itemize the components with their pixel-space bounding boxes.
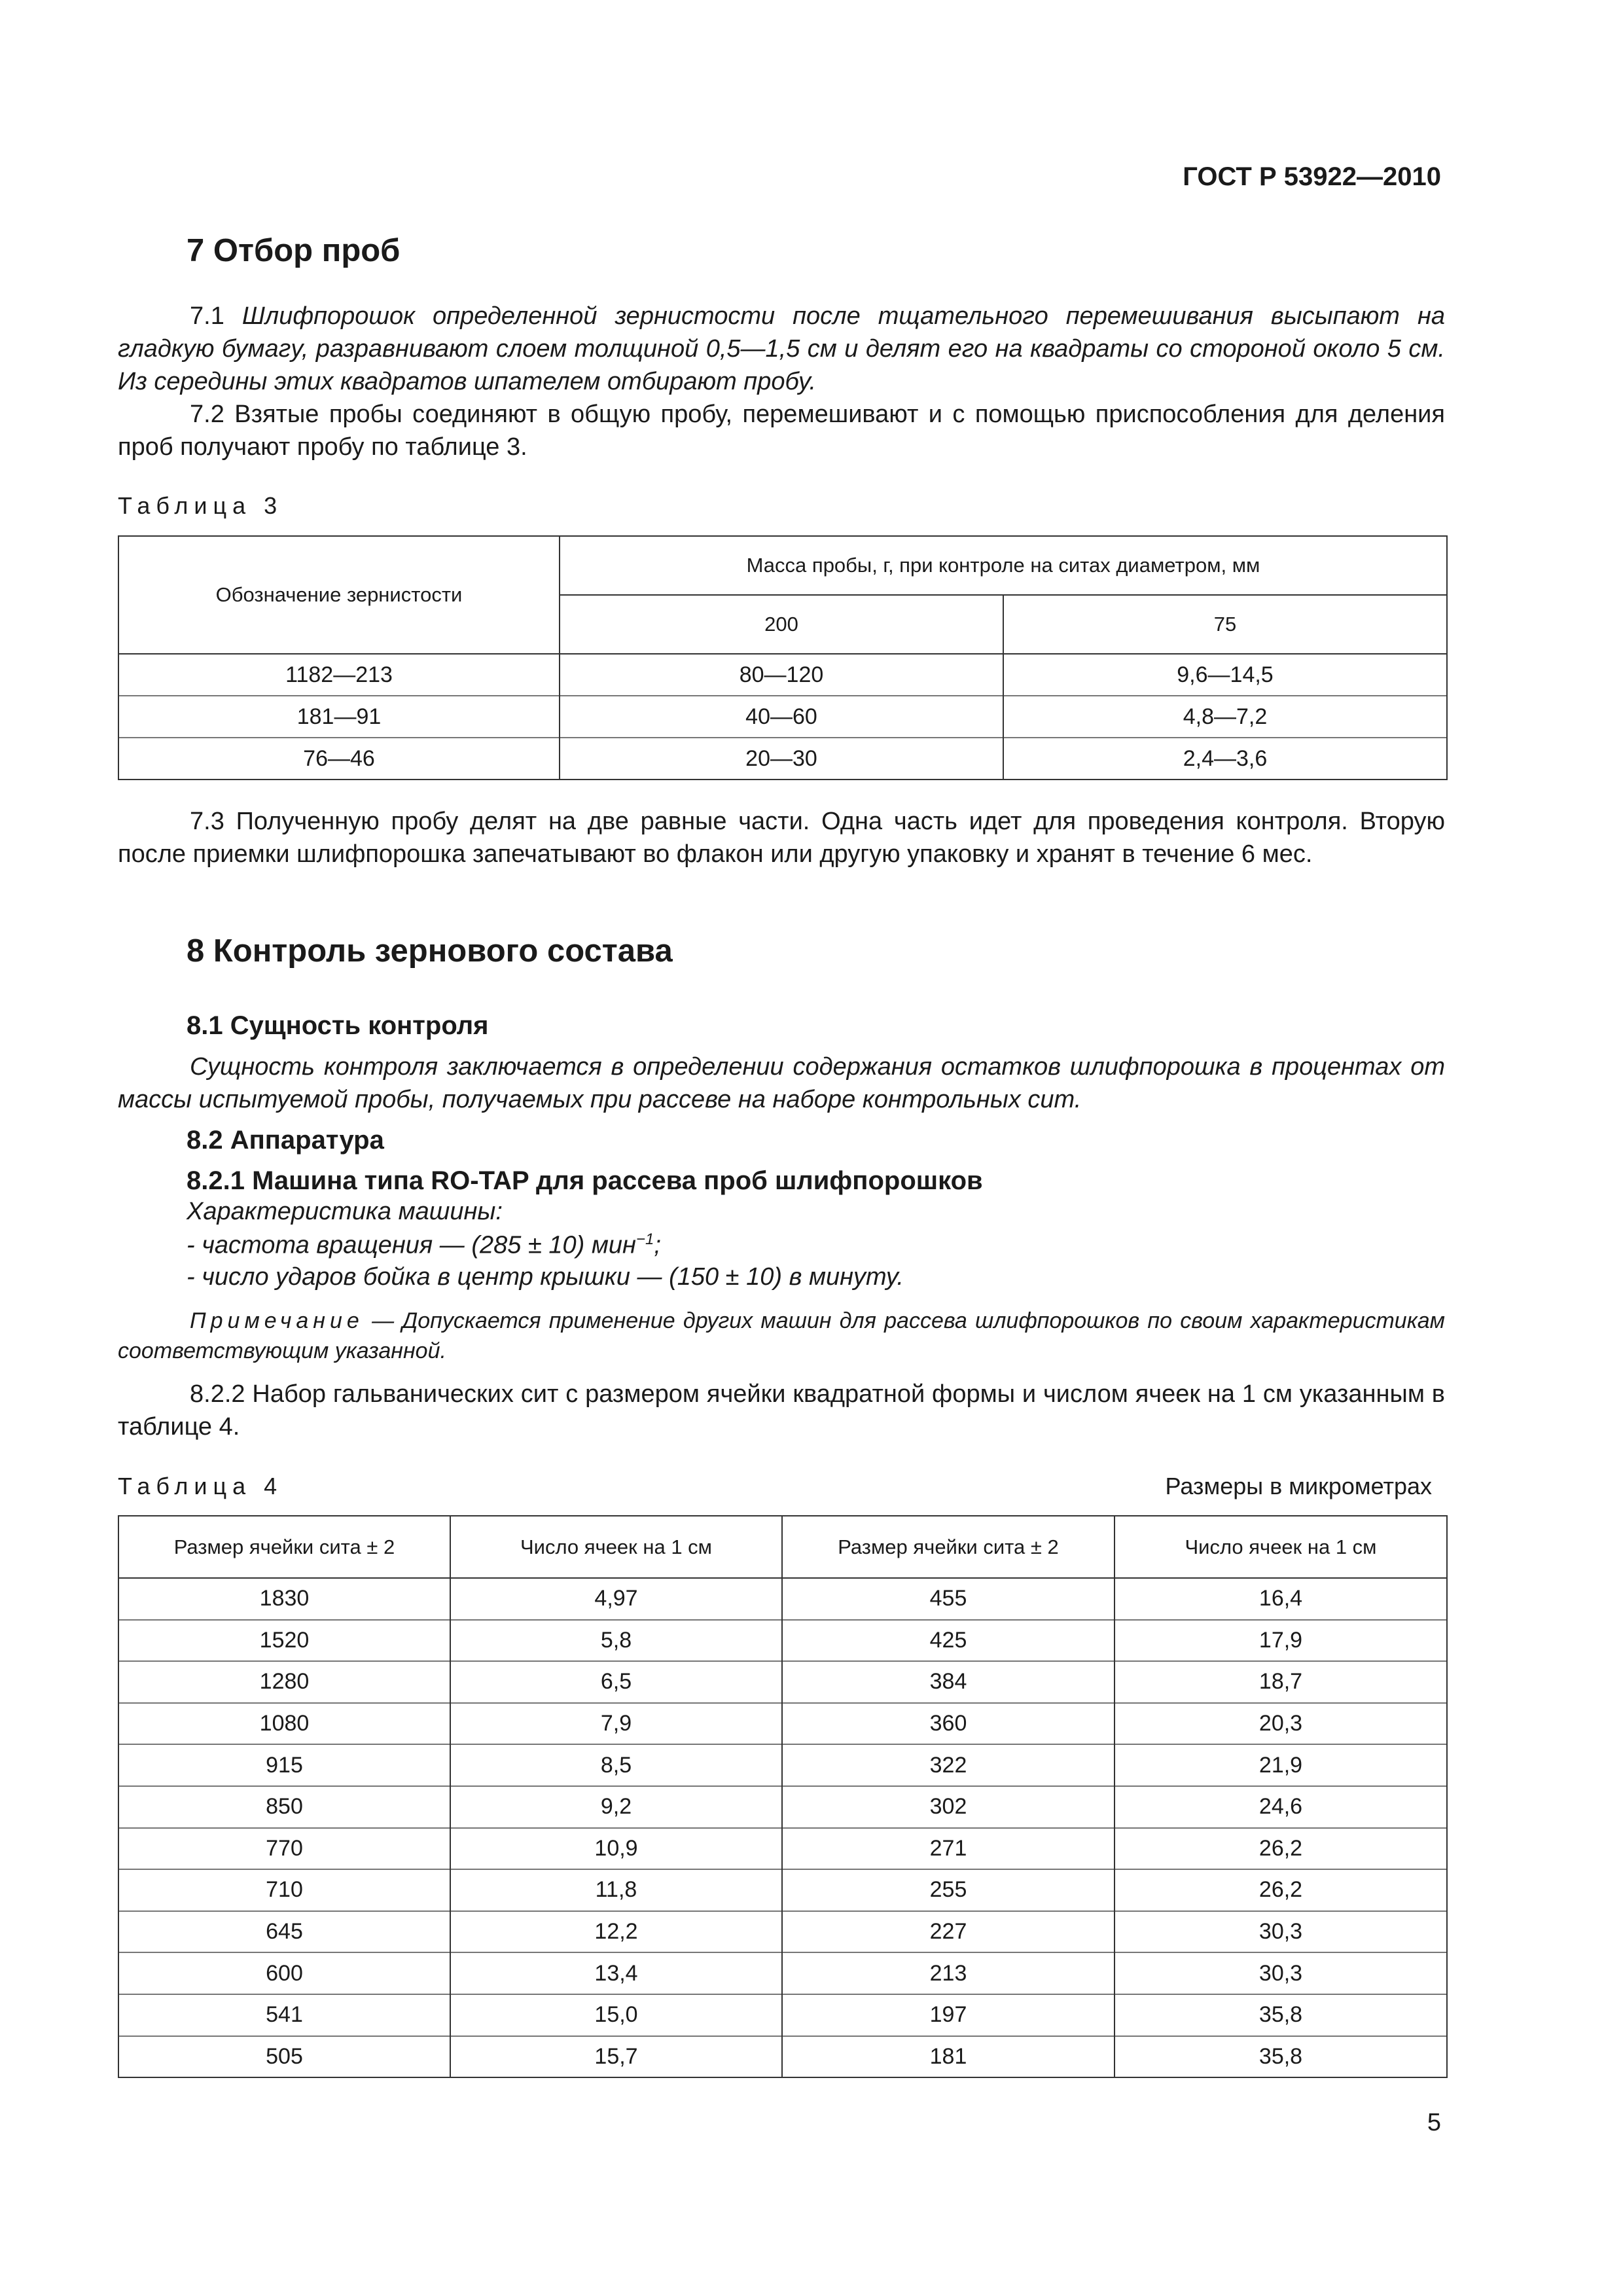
table-cell: 850	[118, 1786, 450, 1828]
table-4-caption: Таблица 4	[118, 1473, 283, 1499]
table-cell: 9,6—14,5	[1003, 654, 1447, 696]
table-cell: 384	[782, 1661, 1115, 1703]
paragraph-7-1	[118, 300, 1445, 398]
table-cell: 40—60	[560, 696, 1003, 738]
table-cell: 12,2	[450, 1911, 782, 1953]
table-3-subheader: 75	[1003, 595, 1447, 654]
table-row	[118, 738, 1447, 780]
table-cell: 322	[782, 1744, 1115, 1786]
table-cell: 11,8	[450, 1869, 782, 1911]
table-cell: 10,9	[450, 1828, 782, 1870]
paragraph-7-3: 7.3 Полученную пробу делят на две равные части. Одна часть идет для проведения контроля. Вторую после приемки шлифпорошка запечатывают во флакон или другую упаковку и хранят в течение 6 мес.	[118, 808, 1445, 868]
bullet-rotation-text: - частота вращения — (285 ± 10) мин	[187, 1231, 636, 1259]
table-row	[118, 1911, 1447, 1953]
table-cell: 21,9	[1115, 1744, 1447, 1786]
subsection-8-2-1-title: 8.2.1 Машина типа RO-TAP для рассева проб шлифпорошков	[187, 1166, 983, 1195]
table-cell: 30,3	[1115, 1911, 1447, 1953]
table-cell: 35,8	[1115, 1994, 1447, 2036]
paragraph-7-1-number: 7.1	[190, 302, 224, 330]
table-cell: 425	[782, 1620, 1115, 1662]
table-row	[118, 696, 1447, 738]
table-cell: 35,8	[1115, 2036, 1447, 2078]
table-3-header-mass: Масса пробы, г, при контроле на ситах диаметром, мм	[560, 536, 1447, 595]
subsection-8-2-title: 8.2 Аппаратура	[187, 1126, 384, 1155]
table-cell: 271	[782, 1828, 1115, 1870]
page-number: 5	[1427, 2109, 1441, 2136]
table-cell: 76—46	[118, 738, 560, 780]
table-cell: 16,4	[1115, 1578, 1447, 1620]
table-3-subheader: 200	[560, 595, 1003, 654]
table-cell: 710	[118, 1869, 450, 1911]
table-cell: 1080	[118, 1703, 450, 1745]
bullet-strike-count: - число ударов бойка в центр крышки — (150 ± 10) в минуту.	[187, 1263, 904, 1291]
section-8-title: 8 Контроль зернового состава	[187, 933, 673, 969]
table-cell: 6,5	[450, 1661, 782, 1703]
table-4-header: Размер ячейки сита ± 2	[118, 1516, 450, 1578]
table-4-header: Размер ячейки сита ± 2	[782, 1516, 1115, 1578]
table-cell: 1520	[118, 1620, 450, 1662]
table-cell: 20,3	[1115, 1703, 1447, 1745]
table-cell: 455	[782, 1578, 1115, 1620]
note-text: — Допускается применение других машин для рассева шлифпорошков по своим характеристикам соответствующим указанной.	[118, 1308, 1445, 1363]
table-row	[118, 1744, 1447, 1786]
table-cell: 770	[118, 1828, 450, 1870]
table-cell: 541	[118, 1994, 450, 2036]
table-row	[118, 1869, 1447, 1911]
bullet-rotation-frequency	[187, 1230, 661, 1260]
table-row	[118, 1952, 1447, 1994]
table-row	[118, 1620, 1447, 1662]
document-code: ГОСТ Р 53922—2010	[1183, 162, 1441, 191]
table-cell: 8,5	[450, 1744, 782, 1786]
table-row	[118, 1828, 1447, 1870]
table-cell: 227	[782, 1911, 1115, 1953]
table-4-units: Размеры в микрометрах	[1165, 1473, 1432, 1499]
table-cell: 18,7	[1115, 1661, 1447, 1703]
table-row	[118, 1703, 1447, 1745]
table-cell: 360	[782, 1703, 1115, 1745]
table-cell: 4,97	[450, 1578, 782, 1620]
note-label: Примечание	[190, 1308, 364, 1333]
bullet-rotation-exponent: −1	[635, 1230, 654, 1248]
table-row	[118, 1786, 1447, 1828]
table-row	[118, 654, 1447, 696]
table-cell: 30,3	[1115, 1952, 1447, 1994]
table-3-caption: Таблица 3	[118, 492, 283, 519]
table-row	[118, 1661, 1447, 1703]
table-cell: 600	[118, 1952, 450, 1994]
paragraph-8-2-2: 8.2.2 Набор гальванических сит с размером ячейки квадратной формы и числом ячеек на 1 см указанным в таблице 4.	[118, 1380, 1445, 1441]
table-cell: 645	[118, 1911, 450, 1953]
table-row	[118, 1994, 1447, 2036]
table-cell: 17,9	[1115, 1620, 1447, 1662]
table-cell: 9,2	[450, 1786, 782, 1828]
table-cell: 7,9	[450, 1703, 782, 1745]
table-cell: 255	[782, 1869, 1115, 1911]
table-cell: 302	[782, 1786, 1115, 1828]
table-cell: 26,2	[1115, 1869, 1447, 1911]
table-cell: 915	[118, 1744, 450, 1786]
table-cell: 181	[782, 2036, 1115, 2078]
section-7-title: 7 Отбор проб	[187, 233, 401, 268]
table-4-header: Число ячеек на 1 см	[1115, 1516, 1447, 1578]
table-cell: 26,2	[1115, 1828, 1447, 1870]
table-cell: 15,0	[450, 1994, 782, 2036]
table-cell: 13,4	[450, 1952, 782, 1994]
subsection-8-1-title: 8.1 Сущность контроля	[187, 1011, 489, 1040]
table-cell: 24,6	[1115, 1786, 1447, 1828]
note	[118, 1306, 1445, 1366]
table-cell: 1280	[118, 1661, 450, 1703]
table-3-header-grain: Обозначение зернистости	[118, 536, 560, 654]
table-4	[118, 1515, 1448, 2078]
table-4-header: Число ячеек на 1 см	[450, 1516, 782, 1578]
table-cell: 197	[782, 1994, 1115, 2036]
table-row	[118, 1578, 1447, 1620]
table-3	[118, 535, 1448, 780]
subsection-8-1-text: Сущность контроля заключается в определении содержания остатков шлифпорошка в процентах от массы испытуемой пробы, получаемых при рассеве на наборе контрольных сит.	[118, 1053, 1445, 1113]
table-cell: 20—30	[560, 738, 1003, 780]
bullet-rotation-end: ;	[654, 1231, 661, 1259]
table-cell: 181—91	[118, 696, 560, 738]
table-cell: 5,8	[450, 1620, 782, 1662]
table-cell: 1182—213	[118, 654, 560, 696]
table-cell: 505	[118, 2036, 450, 2078]
table-row	[118, 2036, 1447, 2078]
table-cell: 213	[782, 1952, 1115, 1994]
table-cell: 80—120	[560, 654, 1003, 696]
table-cell: 1830	[118, 1578, 450, 1620]
table-cell: 4,8—7,2	[1003, 696, 1447, 738]
table-cell: 2,4—3,6	[1003, 738, 1447, 780]
table-cell: 15,7	[450, 2036, 782, 2078]
paragraph-7-1-text: Шлифпорошок определенной зернистости после тщательного перемешивания высыпают на гладкую бумагу, разравнивают слоем толщиной 0,5—1,5 см и делят его на квадраты со стороной около 5 см. Из середины этих квадратов шпателем отбирают пробу.	[118, 302, 1445, 395]
paragraph-7-2: 7.2 Взятые пробы соединяют в общую пробу, перемешивают и с помощью приспособления для деления проб получают пробу по таблице 3.	[118, 401, 1445, 461]
machine-characteristics-label: Характеристика машины:	[187, 1198, 503, 1225]
